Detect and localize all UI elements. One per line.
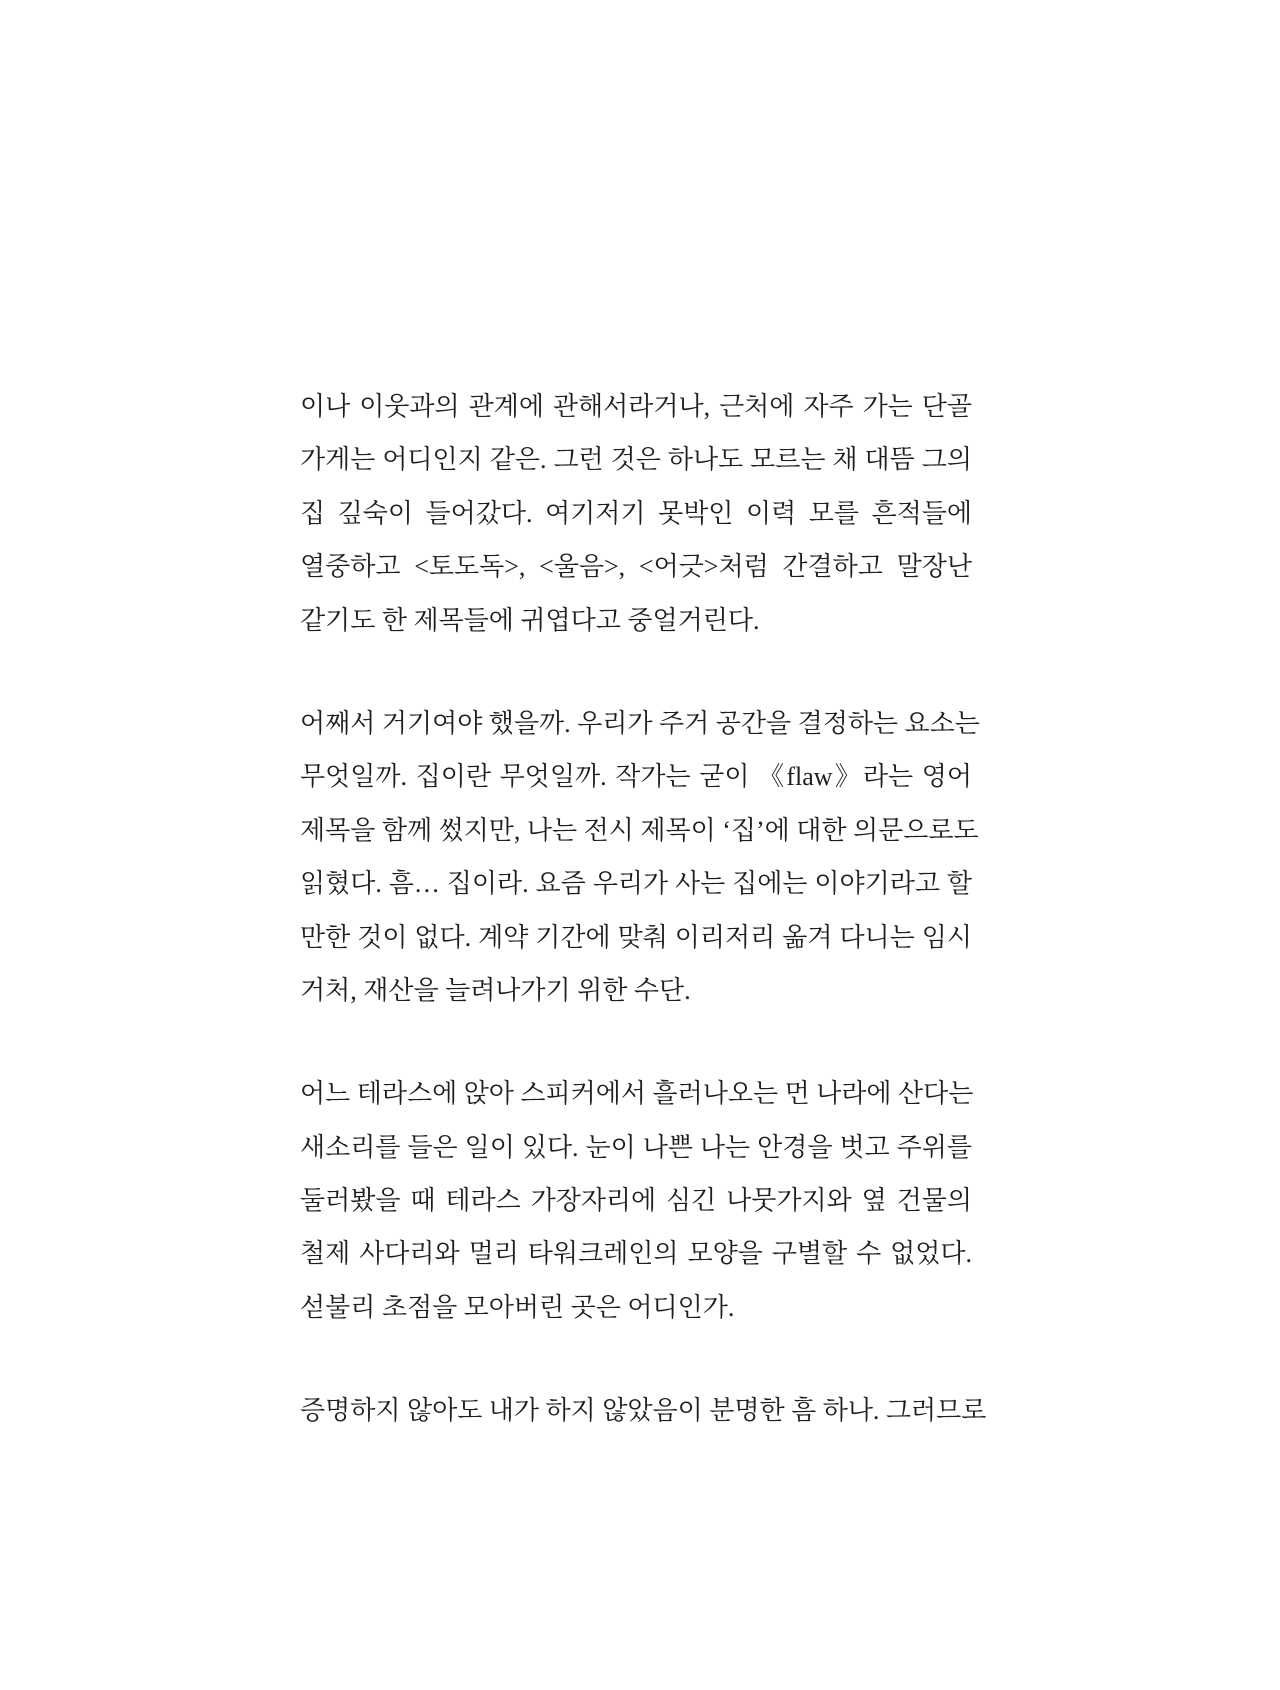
paragraph-2: [300, 697, 980, 1017]
paragraph-3: [300, 1067, 972, 1334]
text-line: 새소리를 들은 일이 있다. 눈이 나쁜 나는 안경을 벗고 주위를: [300, 1132, 972, 1162]
text-line: 만한 것이 없다. 계약 기간에 맞춰 이리저리 옮겨 다니는 임시: [300, 922, 972, 952]
text-line: 둘러봤을 때 테라스 가장자리에 심긴 나뭇가지와 옆 건물의: [300, 1186, 972, 1216]
article-body: [300, 380, 987, 1488]
text-line: 가게는 어디인지 같은. 그런 것은 하나도 모르는 채 대뜸 그의: [300, 445, 972, 475]
paragraph-4: [300, 1384, 987, 1437]
text-line: 어째서 거기여야 했을까. 우리가 주거 공간을 결정하는 요소는: [300, 708, 980, 738]
text-line: 이나 이웃과의 관계에 관해서라거나, 근처에 자주 가는 단골: [300, 392, 972, 421]
text-line: 섣불리 초점을 모아버린 곳은 어디인가.: [300, 1292, 735, 1322]
text-line: 읽혔다. 흠… 집이라. 요즘 우리가 사는 집에는 이야기라고 할: [300, 869, 972, 899]
text-line: 거처, 재산을 늘려나가기 위한 수단.: [300, 975, 691, 1005]
text-line: 무엇일까. 집이란 무엇일까. 작가는 굳이 《flaw》라는 영어: [300, 762, 972, 792]
text-line: 철제 사다리와 멀리 타워크레인의 모양을 구별할 수 없었다.: [300, 1239, 972, 1269]
text-line: 증명하지 않아도 내가 하지 않았음이 분명한 흠 하나. 그러므로: [300, 1396, 987, 1426]
paragraph-1: [300, 380, 972, 647]
text-line: 같기도 한 제목들에 귀엽다고 중얼거린다.: [300, 605, 760, 635]
text-line: 어느 테라스에 앉아 스피커에서 흘러나오는 먼 나라에 산다는: [300, 1079, 974, 1109]
text-line: 집 깊숙이 들어갔다. 여기저기 못박인 이력 모를 흔적들에: [300, 498, 972, 528]
text-line: 제목을 함께 썼지만, 나는 전시 제목이 ‘집’에 대한 의문으로도: [300, 815, 979, 845]
text-line: 열중하고 <토도독>, <울음>, <어긋>처럼 간결하고 말장난: [300, 552, 972, 582]
